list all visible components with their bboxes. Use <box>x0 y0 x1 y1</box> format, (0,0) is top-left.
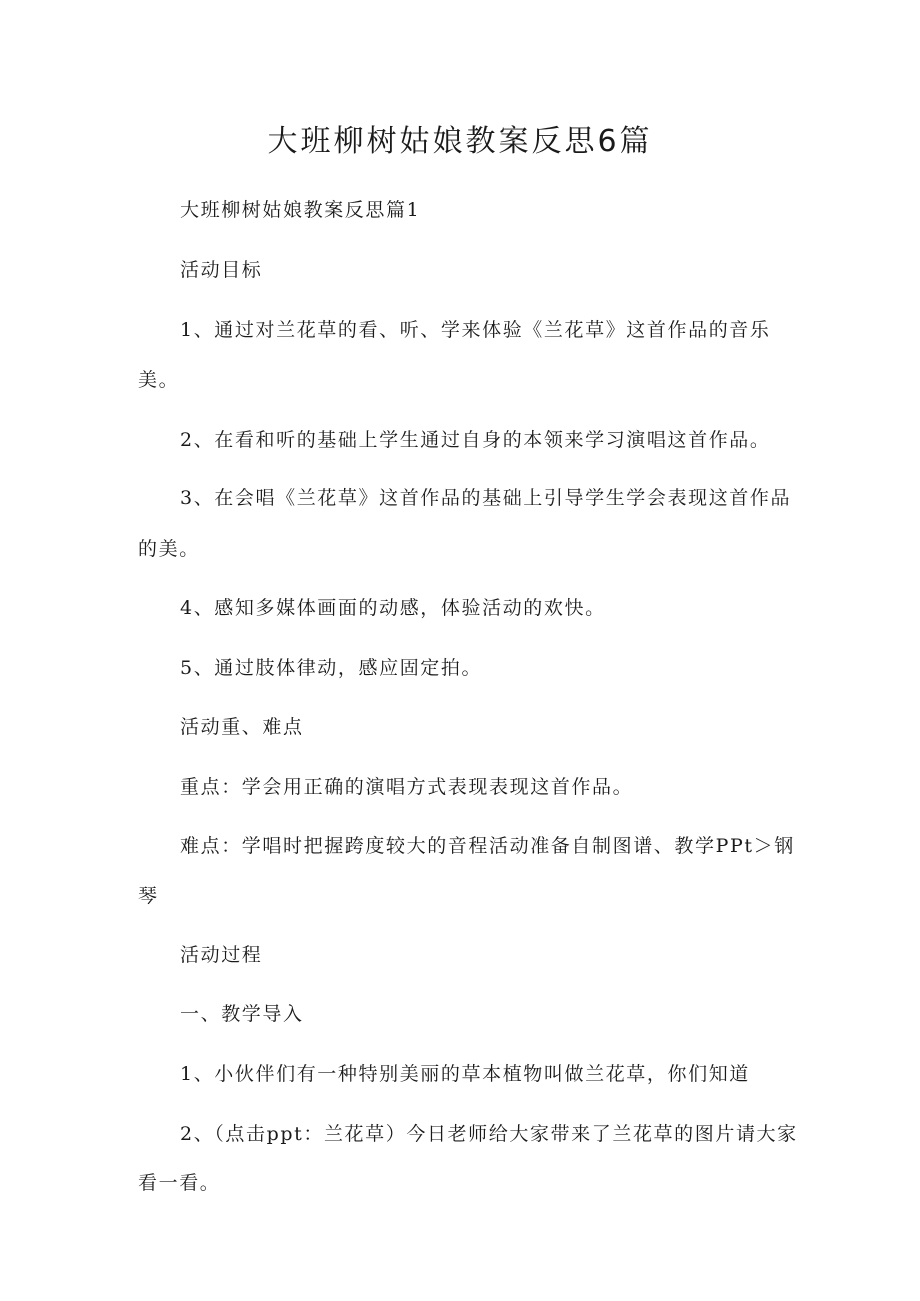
paragraph-line: 琴 <box>138 885 159 907</box>
paragraph-line: 美。 <box>138 369 180 391</box>
document-title: 大班柳树姑娘教案反思6篇 <box>267 124 653 159</box>
paragraph-line: 5、通过肢体律动，感应固定拍。 <box>180 657 483 679</box>
paragraph-line: 1、小伙伴们有一种特别美丽的草本植物叫做兰花草，你们知道 <box>180 1063 750 1085</box>
paragraph-line: 3、在会唱《兰花草》这首作品的基础上引导学生学会表现这首作品 <box>180 487 792 509</box>
paragraph-line: 重点：学会用正确的演唱方式表现表现这首作品。 <box>180 776 634 798</box>
paragraph-line: 2、（点击ppt：兰花草）今日老师给大家带来了兰花草的图片请大家 <box>180 1123 798 1145</box>
paragraph-line: 的美。 <box>138 538 200 560</box>
paragraph-line: 1、通过对兰花草的看、听、学来体验《兰花草》这首作品的音乐 <box>180 319 771 341</box>
paragraph-line: 难点：学唱时把握跨度较大的音程活动准备自制图谱、教学PPt＞钢 <box>180 835 795 857</box>
subheading-objectives: 活动目标 <box>180 259 263 281</box>
paragraph-line: 看一看。 <box>138 1172 221 1194</box>
subheading-intro: 一、教学导入 <box>180 1003 304 1025</box>
paragraph-line: 4、感知多媒体画面的动感，体验活动的欢快。 <box>180 597 606 619</box>
section-heading: 大班柳树姑娘教案反思篇1 <box>180 199 421 221</box>
subheading-key-points: 活动重、难点 <box>180 716 304 738</box>
subheading-process: 活动过程 <box>180 944 263 966</box>
paragraph-line: 2、在看和听的基础上学生通过自身的本领来学习演唱这首作品。 <box>180 429 771 451</box>
